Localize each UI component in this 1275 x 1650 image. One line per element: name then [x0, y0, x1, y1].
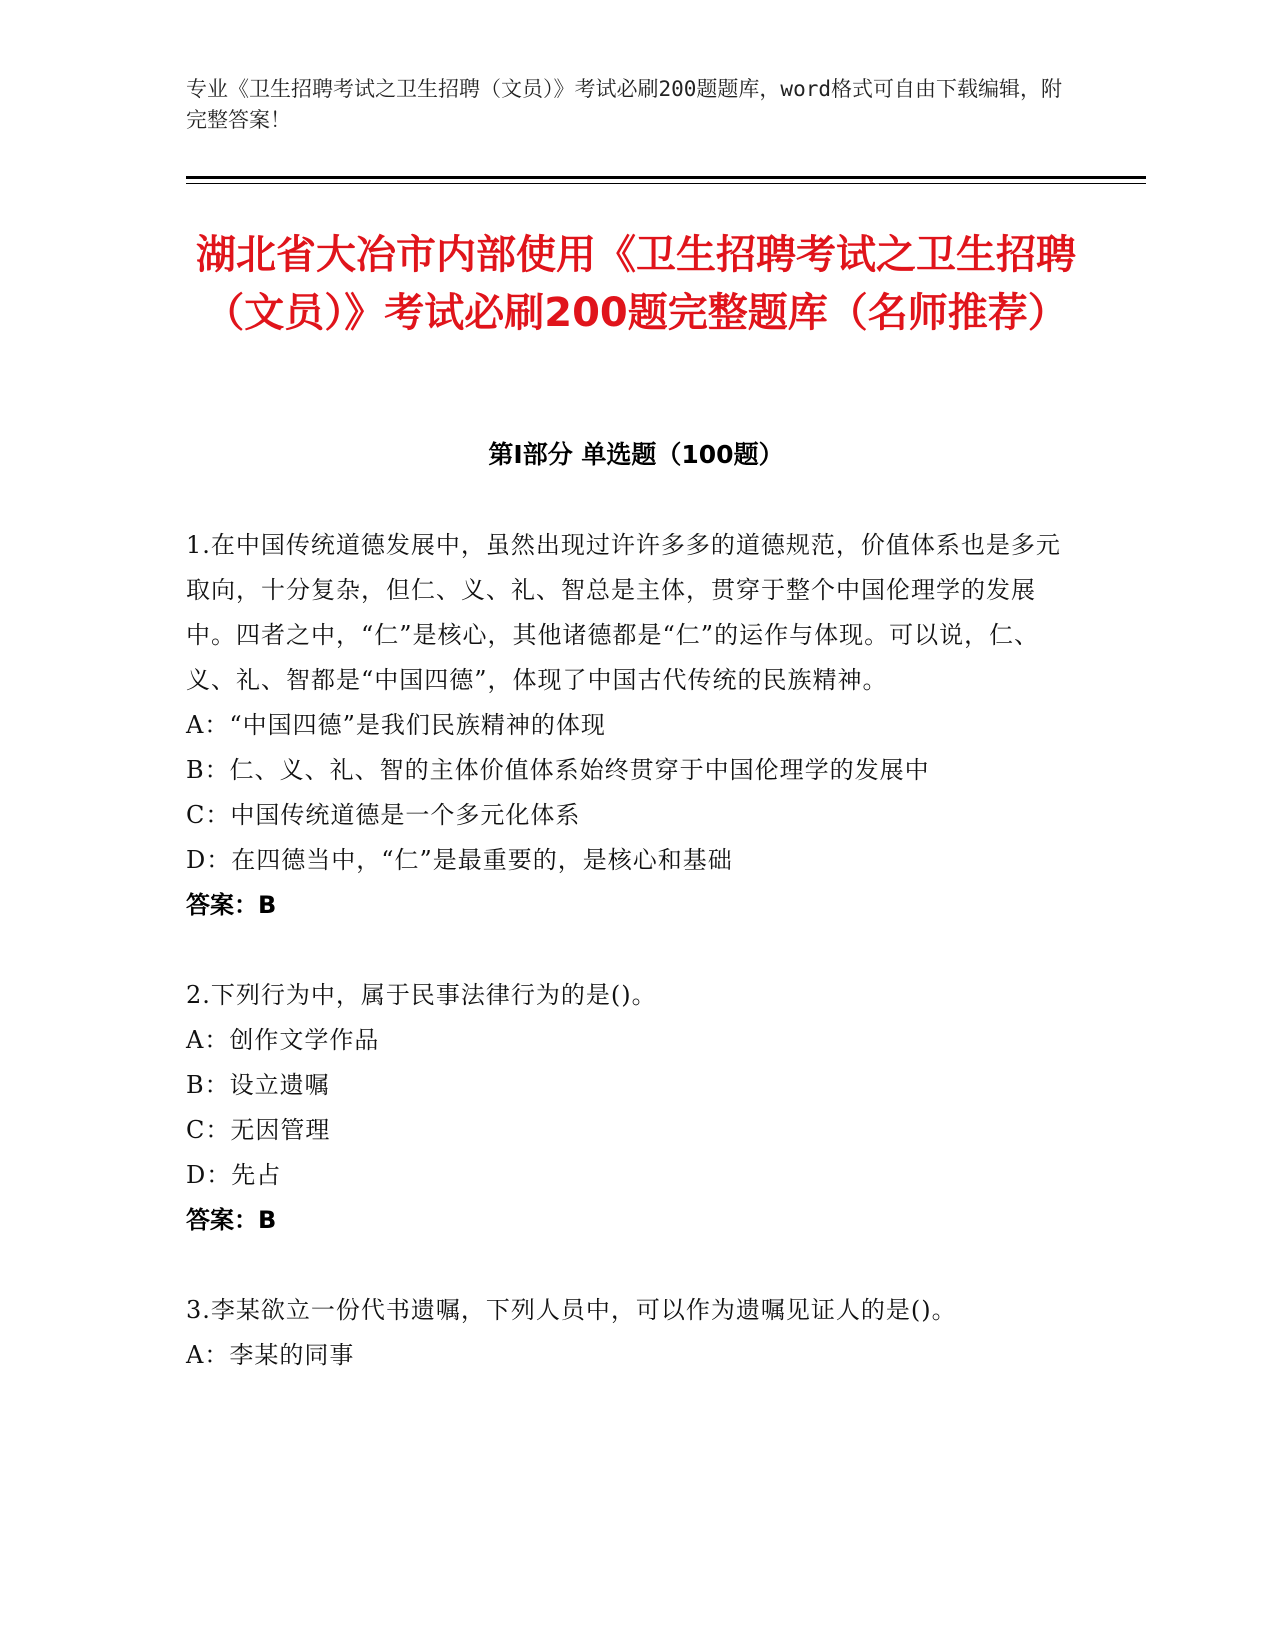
option-a: A：创作文学作品 — [186, 1026, 380, 1054]
question-list — [186, 523, 1066, 1378]
header-divider-thick — [186, 176, 1146, 179]
answer: 答案：B — [186, 891, 277, 919]
answer: 答案：B — [186, 1206, 277, 1234]
header-divider-thin — [186, 183, 1146, 184]
document-title: 湖北省大冶市内部使用《卫生招聘考试之卫生招聘（文员）》考试必刷200题完整题库（名师推荐） — [196, 232, 1076, 336]
option-b: B：设立遗嘱 — [186, 1071, 330, 1099]
option-c: C：中国传统道德是一个多元化体系 — [186, 801, 581, 829]
option-b: B：仁、义、礼、智的主体价值体系始终贯穿于中国伦理学的发展中 — [186, 756, 930, 784]
question-stem: 3.李某欲立一份代书遗嘱，下列人员中，可以作为遗嘱见证人的是()。 — [186, 1296, 957, 1324]
section-title: 第Ⅰ部分 单选题（100题） — [488, 440, 784, 469]
question-spacer — [186, 928, 1066, 973]
question-3 — [186, 1288, 1066, 1378]
question-stem: 1.在中国传统道德发展中，虽然出现过许许多多的道德规范，价值体系也是多元取向，十分复杂，但仁、义、礼、智总是主体，贯穿于整个中国伦理学的发展中。四者之中，“仁”是核心，其他诸德都是“仁”的运作与体现。可以说，仁、义、礼、智都是“中国四德”，体现了中国古代传统的民族精神。 — [186, 531, 1061, 694]
option-c: C：无因管理 — [186, 1116, 331, 1144]
option-d: D：在四德当中，“仁”是最重要的，是核心和基础 — [186, 846, 733, 874]
option-d: D：先占 — [186, 1161, 282, 1189]
question-1 — [186, 523, 1066, 928]
question-spacer — [186, 1243, 1066, 1288]
question-stem: 2.下列行为中，属于民事法律行为的是()。 — [186, 981, 657, 1009]
question-2 — [186, 973, 1066, 1243]
header-note: 专业《卫生招聘考试之卫生招聘（文员）》考试必刷200题题库，word格式可自由下载编辑，附完整答案！ — [186, 77, 1062, 132]
option-a: A：“中国四德”是我们民族精神的体现 — [186, 711, 606, 739]
option-a: A：李某的同事 — [186, 1341, 355, 1369]
